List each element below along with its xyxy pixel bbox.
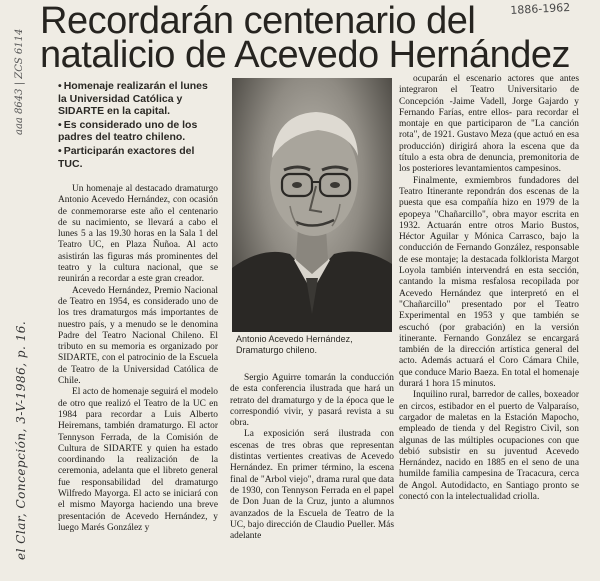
paragraph: Inquilino rural, barredor de calles, boxeador en circos, estibador en el puerto de Valparaíso, cargador de maletas en la Estación Mapocho, empleado de tienda y del Registro Civil, son algunas de las múltiples ocupaciones con que debió subsistir en su juventud Acevedo Hernández, nacido en 1885 en el seno de una humilde familia campesina de Tracacura, cerca de Angol. Autodidacto, en Santiago pronto se conectó con la intelectualidad criolla. — [399, 390, 579, 502]
paragraph: El acto de homenaje seguirá el modelo de otro que realizó el Teatro de la UC en 1984 para recordar a Luis Alberto Heiremans, también dramaturgo. El actor Tennyson Ferrada, de la Comisión de Cultura de SIDARTE y quien ha estado coordinando la realización de la ceremonia, adelanta que el libreto general fue responsabilidad del dramaturgo Wilfredo Mayorga. El acto se iniciará con el mismo Mayorga haciendo una breve presentación de Acevedo Hernández, y luego Marés González y — [58, 387, 218, 533]
photo-caption: Antonio Acevedo Hernández, Dramaturgo chileno. — [236, 334, 353, 355]
summary-bullet: • Es considerado uno de los padres del teatro chileno. — [58, 119, 218, 144]
paragraph: ocuparán el escenario actores que antes integraron el Teatro Universitario de Concepción -Jaime Vadell, Jorge Gajardo y Fernando Farías, entre ellos- para recordar el montaje en que participaron de "La canción rota", de 1921. Gustavo Meza (que actuó en esa producción) dirigirá ahora la escena que da título a esta obra de denuncia, premonitoria de los posteriores levantamientos campesinos. — [399, 74, 579, 175]
headline-line-2: natalicio de Acevedo Hernández — [40, 34, 571, 76]
article-column-3 — [399, 74, 579, 579]
handwritten-source-note: el Clar, Concepción, 3-V-1986, p. 16. — [14, 320, 28, 560]
handwritten-dates: 1886-1962 — [510, 0, 571, 17]
paragraph: Acevedo Hernández, Premio Nacional de Teatro en 1954, es considerado uno de los tres dramaturgos más importantes de nuestro país, y a menudo se le denomina Padre del Teatro Nacional Chileno. El tributo en su memoria es organizado por SIDARTE, con el patrocinio de la Escuela de Teatro de la Universidad Católica de Chile. — [58, 285, 218, 387]
handwritten-catalog-code: aaa 8643 | ZCS 6114 — [14, 28, 25, 135]
summary-bullet: • Participarán exactores del TUC. — [58, 145, 218, 170]
summary-bullet: • Homenaje realizarán el lunes la Universidad Católica y SIDARTE en la capital. — [58, 80, 218, 118]
paragraph: Un homenaje al destacado dramaturgo Antonio Acevedo Hernández, con ocasión de conmemorarse este año el centenario de su nacimiento, se llevará a cabo el lunes 5 a las 19.30 horas en la Sala 1 del Teatro UC, en Plaza Ñuñoa. Al acto asistirán las figuras más prominentes del teatro y la cultura nacional, que se reunirán a recordar a este gran creador. — [58, 184, 218, 285]
article-column-2 — [230, 373, 394, 578]
article-column-1 — [58, 184, 218, 574]
portrait-illustration — [232, 78, 392, 332]
paragraph: Sergio Aguirre tomarán la conducción de esta conferencia ilustrada que hará un retrato del dramaturgo y de la época que le correspondió vivir, y pasará revista a su obra. — [230, 373, 394, 429]
portrait-photo — [232, 78, 392, 332]
paragraph: Finalmente, exmiembros fundadores del Teatro Itinerante repondrán dos escenas de la puesta que esa compañía hizo en 1979 de la epopeya "Chañarcillo", obra mayor escrita en 1932. Actuarán entre otros Mario Bustos, Héctor Aguilar y Mónica Carrasco, bajo la conducción de Fernando González, responsable de ese montaje; la destacada folklorista Margot Loyola también intervendrá en esta sección, cantando la misma resfalosa recopilada por Acevedo Hernández que interpretó en el "Chañarcillo" presentado por el Teatro Experimental en 1953 y que también se escuchó (por grabación) en la versión itinerante. Fernando González se encargará también de la dirección artística general del acto. Además actuará el Coro Cámara Chile, que conduce Mario Baeza. En total el homenaje durará 1 hora 15 minutos. — [399, 175, 579, 390]
summary-bullets — [58, 80, 218, 171]
paragraph: La exposición será ilustrada con escenas de tres obras que representan distintas vertientes creativas de Acevedo Hernández. En primer término, la escena final de "Arbol viejo", drama rural que data de 1930, con Tennyson Ferrada en el papel de Don Juan de la Cruz, junto a alumnos avanzados de la Escuela de Teatro de la UC, bajo dirección de Claudio Pueller. Más adelante — [230, 429, 394, 542]
headline-line-1: Recordarán centenario del — [40, 0, 476, 42]
